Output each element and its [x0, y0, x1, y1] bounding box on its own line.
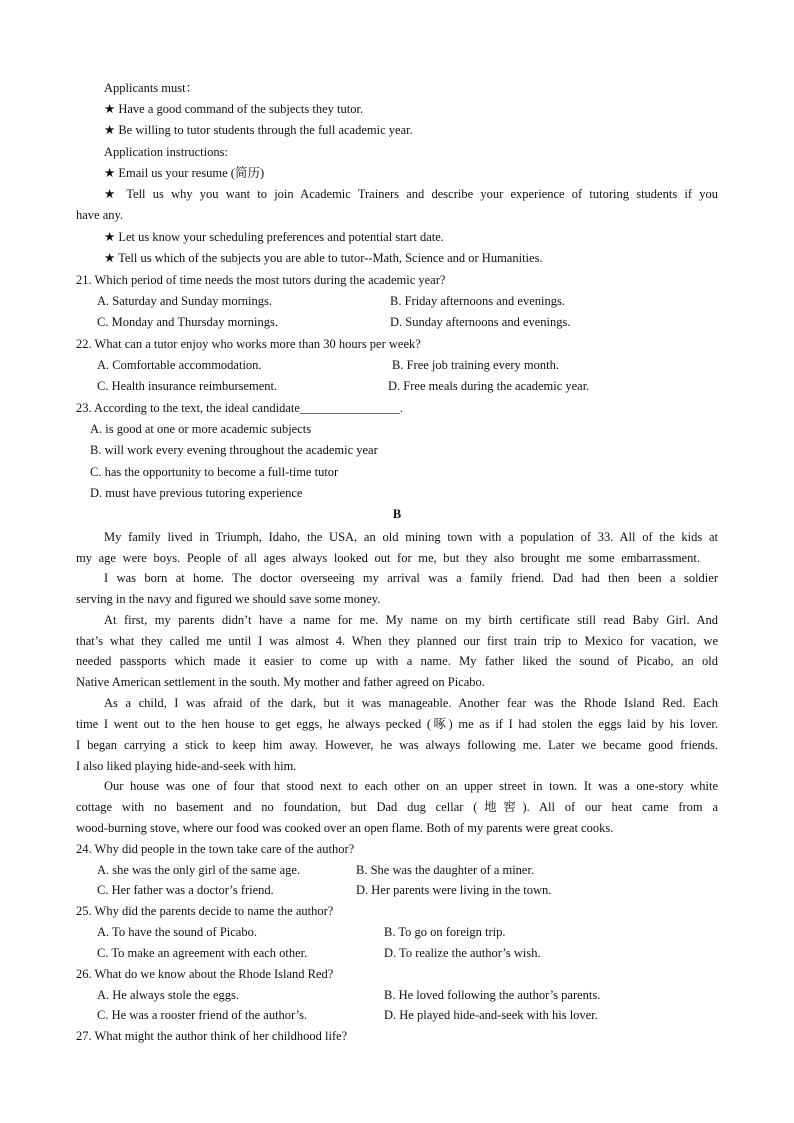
section-b-heading: B: [392, 507, 402, 521]
requirement-1: ★ Have a good command of the subjects they tutor.: [104, 102, 364, 116]
q22-option-a: A. Comfortable accommodation.: [97, 358, 262, 372]
q25-option-d: D. To realize the author’s wish.: [384, 946, 541, 960]
q23-option-b: B. will work every evening throughout the academic year: [90, 443, 378, 457]
q24-stem: 24. Why did people in the town take care of the author?: [76, 842, 355, 856]
passage-p4-line-4: I also liked playing hide-and-seek with him.: [76, 759, 297, 773]
q26-stem: 26. What do we know about the Rhode Island Red?: [76, 967, 334, 981]
q22-option-c: C. Health insurance reimbursement.: [97, 379, 278, 393]
passage-p3-line-2: that’s what they called me until I was almost 4. When they planned our first train trip to Mexico for vacation, we: [76, 634, 718, 648]
q26-option-c: C. He was a rooster friend of the author’s.: [97, 1008, 308, 1022]
instruction-2-line-1: ★ Tell us why you want to join Academic Trainers and describe your experience of tutoring students if you: [104, 187, 718, 201]
q21-option-c: C. Monday and Thursday mornings.: [97, 315, 279, 329]
passage-p1-line-2: my age were boys. People of all ages always looked out for me, but they also brought me some embarrassment.: [76, 551, 700, 565]
passage-p5-line-1: Our house was one of four that stood next to each other on an upper street in town. It was a one-story white: [104, 779, 718, 793]
q23-option-d: D. must have previous tutoring experience: [90, 486, 303, 500]
q26-option-a: A. He always stole the eggs.: [97, 988, 239, 1002]
q25-option-b: B. To go on foreign trip.: [384, 925, 506, 939]
q25-stem: 25. Why did the parents decide to name the author?: [76, 904, 334, 918]
passage-p3-line-3: needed passports which made it easier to come up with a name. My father liked the sound of Picabo, an old: [76, 654, 718, 668]
q24-option-c: C. Her father was a doctor’s friend.: [97, 883, 274, 897]
q23-option-a: A. is good at one or more academic subjects: [90, 422, 312, 436]
q21-option-d: D. Sunday afternoons and evenings.: [390, 315, 571, 329]
q24-option-a: A. she was the only girl of the same age.: [97, 863, 301, 877]
q22-option-b: B. Free job training every month.: [392, 358, 559, 372]
q26-option-d: D. He played hide-and-seek with his lover.: [384, 1008, 598, 1022]
passage-p5-line-2: cottage with no basement and no foundation, but Dad dug cellar (地窖). All of our heat came from a: [76, 800, 718, 814]
instruction-3: ★ Let us know your scheduling preferences and potential start date.: [104, 230, 444, 244]
q23-option-c: C. has the opportunity to become a full-time tutor: [90, 465, 339, 479]
q24-option-b: B. She was the daughter of a miner.: [356, 863, 535, 877]
passage-p2-line-2: serving in the navy and figured we should save some money.: [76, 592, 381, 606]
passage-p2-line-1: I was born at home. The doctor overseeing my arrival was a family friend. Dad had then been a soldier: [104, 571, 718, 585]
passage-p4-line-1: As a child, I was afraid of the dark, but it was manageable. Another fear was the Rhode Island Red. Each: [104, 696, 718, 710]
q21-stem: 21. Which period of time needs the most tutors during the academic year?: [76, 273, 446, 287]
instruction-4: ★ Tell us which of the subjects you are able to tutor--Math, Science and or Humanities.: [104, 251, 543, 265]
instruction-2-line-2: have any.: [76, 208, 124, 222]
instructions-heading: Application instructions:: [104, 145, 228, 159]
passage-p1-line-1: My family lived in Triumph, Idaho, the USA, an old mining town with a population of 33. All of the kids at: [104, 530, 718, 544]
requirement-2: ★ Be willing to tutor students through the full academic year.: [104, 123, 413, 137]
q22-stem: 22. What can a tutor enjoy who works more than 30 hours per week?: [76, 337, 421, 351]
instruction-1: ★ Email us your resume (简历): [104, 166, 265, 180]
passage-p5-line-3: wood-burning stove, where our food was cooked over an open flame. Both of my parents were great cooks.: [76, 821, 614, 835]
q21-option-a: A. Saturday and Sunday mornings.: [97, 294, 272, 308]
q25-option-c: C. To make an agreement with each other.: [97, 946, 308, 960]
q25-option-a: A. To have the sound of Picabo.: [97, 925, 257, 939]
applicants-heading: Applicants must：: [104, 81, 199, 95]
q21-option-b: B. Friday afternoons and evenings.: [390, 294, 565, 308]
q24-option-d: D. Her parents were living in the town.: [356, 883, 552, 897]
q27-stem: 27. What might the author think of her childhood life?: [76, 1029, 348, 1043]
q23-stem: 23. According to the text, the ideal candidate________________.: [76, 401, 404, 415]
q22-option-d: D. Free meals during the academic year.: [388, 379, 590, 393]
passage-p4-line-3: I began carrying a stick to keep him away. However, he was always following me. Later we became good friends.: [76, 738, 718, 752]
passage-p3-line-4: Native American settlement in the south. My mother and father agreed on Picabo.: [76, 675, 485, 689]
passage-p3-line-1: At first, my parents didn’t have a name for me. My name on my birth certificate still read Baby Girl. And: [104, 613, 718, 627]
q26-option-b: B. He loved following the author’s parents.: [384, 988, 601, 1002]
passage-p4-line-2: time I went out to the hen house to get eggs, he always pecked (啄) me as if I had stolen the eggs laid by his lover.: [76, 717, 718, 731]
